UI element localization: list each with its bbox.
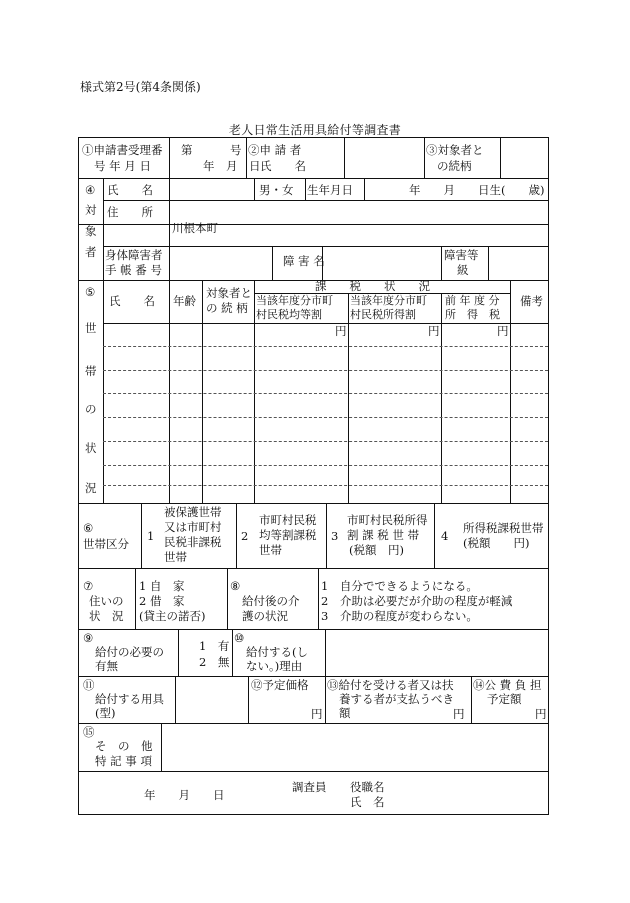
divider [79, 723, 548, 724]
disability-cert-label: 手 帳 番 号 [105, 263, 162, 277]
items-label: (型) [95, 706, 116, 720]
disability-name-label: 障 害 名 [283, 254, 325, 268]
divider [441, 246, 442, 280]
yen-unit: 円 [428, 324, 440, 338]
divider [488, 246, 489, 280]
divider [344, 138, 345, 178]
subject-section-label: 者 [85, 245, 97, 259]
divider [169, 280, 170, 503]
survey-date: 年 月 日 [144, 788, 225, 802]
category-option-number: 2 [241, 529, 249, 543]
dashed-row-line [103, 465, 548, 466]
receipt-number-prefix: 第 [181, 143, 193, 157]
col-tax-income-header: 当該年度分市町 [350, 294, 427, 307]
residence-option: 1 自 家 [139, 579, 185, 593]
dashed-row-line [103, 485, 548, 486]
form-number-label: 様式第2号(第4条関係) [80, 80, 201, 94]
applicant-label: ②申 請 者 [248, 143, 302, 157]
subject-section-label: 対 [85, 203, 97, 217]
dashed-row-line [103, 346, 548, 347]
residence-label: 状 況 [89, 609, 124, 623]
divider [236, 503, 237, 568]
divider [79, 224, 548, 225]
category-option-4: 所得税課税世帯 [463, 521, 544, 535]
divider [135, 568, 136, 629]
household-section-label: ⑤ [85, 285, 96, 299]
divider [471, 676, 472, 723]
address-value: 川根本町 [172, 221, 218, 235]
burden-label: 額 [339, 706, 351, 720]
household-section-label: 状 [85, 441, 97, 455]
divider [169, 178, 170, 280]
divider [161, 723, 162, 771]
subject-section-label: ④ [85, 183, 96, 197]
name-label: 氏 名 [107, 183, 153, 197]
category-option-3: 市町村民税所得 [347, 513, 428, 527]
divider [348, 293, 349, 503]
dashed-row-line [103, 417, 548, 418]
yen-unit: 円 [311, 707, 323, 721]
burden-label: ⑬給付を受ける者又は扶 [327, 678, 454, 692]
birth-label: 生年月日 [307, 183, 353, 197]
category-label: 世帯区分 [83, 537, 129, 551]
care-status-option: 3 介助の程度が変わらない。 [321, 609, 478, 623]
dashed-row-line [103, 370, 548, 371]
address-label: 住 所 [107, 205, 153, 219]
disability-grade-label: 級 [457, 263, 469, 277]
category-option-2: 市町村民税 [259, 513, 317, 527]
col-name-header: 氏 名 [109, 294, 155, 308]
category-option-1: 民税非課税 [164, 535, 222, 549]
document-title: 老人日常生活用具給付等調査書 [228, 123, 402, 137]
divider [500, 138, 501, 178]
dashed-row-line [103, 393, 548, 394]
care-status-option: 2 介助は必要だが介助の程度が軽減 [321, 594, 513, 608]
divider [364, 178, 365, 200]
yen-unit: 円 [497, 324, 509, 338]
divider [79, 178, 548, 179]
category-option-4: (税額 円) [463, 536, 530, 550]
subject-section-label: 象 [85, 224, 97, 238]
items-label: 給付する用具 [95, 692, 164, 706]
yen-unit: 円 [453, 707, 465, 721]
col-relation-header: の 続 柄 [206, 301, 248, 315]
burden-label: 養する者が支払うべき [339, 692, 454, 706]
col-tax-prev-header: 前 年 度 分 [445, 294, 500, 307]
care-status-label: 給付後の介 [242, 594, 300, 608]
col-notes-header: 備考 [520, 294, 543, 308]
divider [169, 138, 170, 178]
divider [254, 178, 255, 200]
need-label: ⑨ [83, 631, 94, 645]
divider [325, 676, 326, 723]
care-status-label: ⑧ [230, 579, 241, 593]
other-notes-label: ⑮ [83, 725, 95, 739]
price-label: ⑫予定価格 [251, 678, 309, 692]
divider [79, 503, 548, 504]
household-section-label: の [85, 402, 97, 416]
divider [325, 629, 326, 676]
divider [232, 629, 233, 676]
divider [248, 676, 249, 723]
need-label: 給付の必要の [95, 645, 164, 659]
divider [79, 280, 548, 281]
public-burden-label: 予定額 [487, 692, 522, 706]
category-option-number: 1 [147, 529, 155, 543]
category-label: ⑥ [83, 521, 94, 535]
reason-label: ない。)理由 [246, 659, 303, 673]
category-option-number: 3 [331, 529, 339, 543]
residence-label: 住いの [89, 594, 124, 608]
other-notes-label: そ の 他 [95, 739, 153, 753]
col-tax-equal-header: 村民税均等割 [256, 308, 322, 321]
need-option: 2 無 [199, 655, 230, 669]
need-label: 有無 [95, 659, 118, 673]
divider [305, 178, 306, 200]
residence-option: (貸主の諾否) [139, 609, 206, 623]
relation-label: の続柄 [437, 159, 472, 173]
col-tax-income-header: 村民税所得割 [350, 308, 416, 321]
category-option-number: 4 [441, 529, 449, 543]
household-section-label: 世 [85, 321, 97, 335]
other-notes-label: 特 記 事 項 [95, 754, 152, 768]
household-section-label: 帯 [85, 364, 97, 378]
divider [79, 629, 548, 630]
divider [424, 138, 425, 178]
receipt-date: 年 月 日 [203, 159, 261, 173]
divider [510, 280, 511, 503]
category-option-3: (税額 円) [349, 543, 404, 557]
investigator-name-label: 氏 名 [350, 795, 385, 809]
divider [272, 246, 273, 280]
divider [79, 771, 548, 772]
divider [227, 568, 228, 629]
birth-date-field: 年 月 日生( 歳) [409, 183, 545, 197]
category-option-1: 世帯 [164, 550, 187, 564]
items-label: ⑪ [83, 678, 95, 692]
investigator-label: 調査員 [292, 780, 327, 794]
col-tax-header: 課 税 状 況 [315, 279, 430, 293]
category-option-1: 被保護世帯 [164, 505, 222, 519]
col-tax-prev-header: 所 得 税 [445, 308, 500, 321]
residence-option: 2 借 家 [139, 594, 185, 608]
receipt-label: 号 年 月 日 [94, 159, 151, 173]
applicant-label: 氏 名 [260, 159, 306, 173]
relation-label: ③対象者と [426, 143, 484, 157]
public-burden-label: ⑭公 費 負 担 [473, 678, 542, 692]
survey-form-table [78, 137, 549, 815]
reason-label: ⑩ [234, 631, 245, 645]
divider [79, 676, 548, 677]
position-label: 役職名 [350, 780, 385, 794]
divider [254, 280, 255, 503]
need-option: 1 有 [199, 639, 230, 653]
dashed-row-line [103, 441, 548, 442]
receipt-label: ①申請書受理番 [82, 143, 163, 157]
divider [79, 568, 548, 569]
disability-grade-label: 障害等 [444, 248, 479, 262]
divider [175, 676, 176, 723]
yen-unit: 円 [335, 324, 347, 338]
divider [202, 280, 203, 503]
divider [141, 503, 142, 568]
divider [326, 503, 327, 568]
disability-cert-label: 身体障害者 [105, 248, 163, 262]
col-age-header: 年齢 [173, 294, 196, 308]
category-option-1: 又は市町村 [164, 520, 222, 534]
receipt-number-suffix: 号 [230, 143, 242, 157]
divider [178, 629, 179, 676]
divider [103, 246, 548, 247]
divider [103, 280, 104, 503]
category-option-2: 均等割課税 [259, 528, 317, 542]
divider [441, 293, 442, 503]
yen-unit: 円 [535, 707, 547, 721]
col-relation-header: 対象者と [206, 286, 252, 300]
category-option-3: 割 課 税 世 帯 [347, 528, 420, 542]
divider [434, 503, 435, 568]
divider [103, 178, 104, 280]
sex-options: 男・女 [259, 183, 294, 197]
care-status-option: 1 自分でできるようになる。 [321, 579, 478, 593]
col-tax-equal-header: 当該年度分市町 [256, 294, 333, 307]
household-section-label: 況 [85, 481, 97, 495]
residence-label: ⑦ [83, 579, 94, 593]
reason-label: 給付する(し [246, 645, 308, 659]
category-option-2: 世帯 [259, 543, 282, 557]
divider [318, 568, 319, 629]
care-status-label: 護の状況 [242, 609, 288, 623]
